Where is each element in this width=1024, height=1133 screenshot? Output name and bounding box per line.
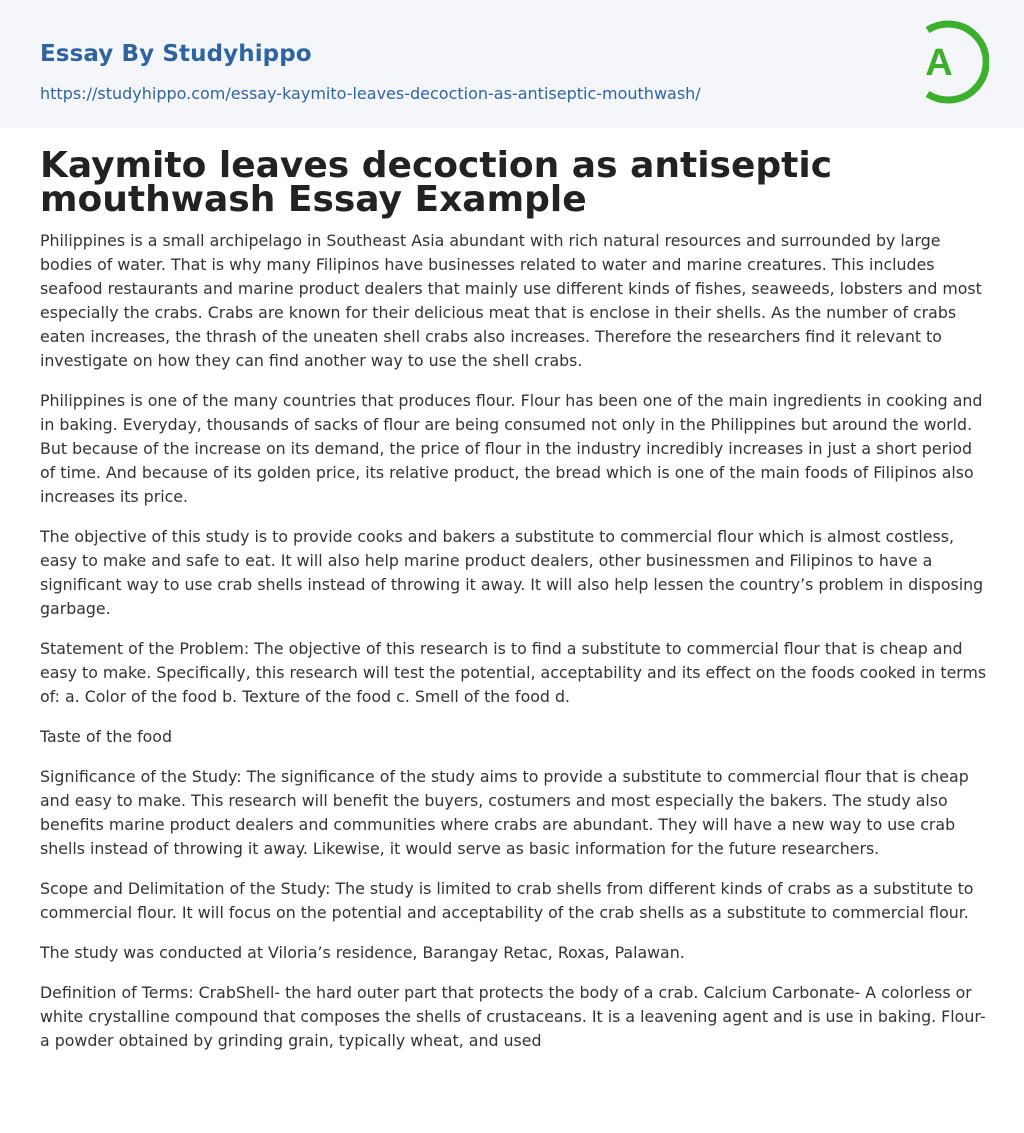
essay-url-link[interactable]: https://studyhippo.com/essay-kaymito-leaves-decoction-as-antiseptic-mouthwash/: [40, 84, 701, 103]
paragraph: Statement of the Problem: The objective of this research is to find a substitute to commercial flour that is cheap and easy to make. Specifically, this research will test the potential, acceptability and its effect on the foods cooked in terms of: a. Color of the food b. Texture of the food c. Smell of the food d.: [40, 639, 987, 706]
paragraph: The study was conducted at Viloria’s residence, Barangay Retac, Roxas, Palawan.: [40, 943, 685, 962]
paragraph: Significance of the Study: The significance of the study aims to provide a substitute to commercial flour that is cheap and easy to make. This research will benefit the buyers, costumers and most especially the bakers. The study also benefits marine product dealers and communities where crabs are abundant. They will have a new way to use crab shells instead of throwing it away. Likewise, it would serve as basic information for the future researchers.: [40, 767, 969, 858]
site-brand[interactable]: Essay By Studyhippo: [40, 41, 312, 67]
logo-letter: A: [925, 42, 953, 84]
essay-body: [40, 229, 990, 1069]
paragraph: Scope and Delimitation of the Study: The study is limited to crab shells from different kinds of crabs as a substitute to commercial flour. It will focus on the potential and acceptability of the crab shells as a substitute to commercial flour.: [40, 879, 974, 922]
paragraph: Philippines is one of the many countries that produces flour. Flour has been one of the main ingredients in cooking and in baking. Everyday, thousands of sacks of flour are being consumed not only in the Philippines but around the world. But because of the increase on its demand, the price of flour in the industry incredibly increases in just a short period of time. And because of its golden price, its relative product, the bread which is one of the main foods of Filipinos also increases its price.: [40, 391, 983, 506]
studyhippo-logo-icon[interactable]: [909, 18, 989, 106]
site-header: [0, 0, 1024, 128]
paragraph: Taste of the food: [40, 727, 172, 746]
paragraph: Philippines is a small archipelago in Southeast Asia abundant with rich natural resources and surrounded by large bodies of water. That is why many Filipinos have businesses related to water and marine creatures. This includes seafood restaurants and marine product dealers that mainly use different kinds of fishes, seaweeds, lobsters and most especially the crabs. Crabs are known for their delicious meat that is enclose in their shells. As the number of crabs eaten increases, the thrash of the uneaten shell crabs also increases. Therefore the researchers find it relevant to investigate on how they can find another way to use the shell crabs.: [40, 231, 982, 370]
essay-title: Kaymito leaves decoction as antiseptic mouthwash Essay Example: [40, 145, 833, 220]
paragraph: The objective of this study is to provide cooks and bakers a substitute to commercial flour which is almost costless, easy to make and safe to eat. It will also help marine product dealers, other businessmen and Filipinos to have a significant way to use crab shells instead of throwing it away. It will also help lessen the country’s problem in disposing garbage.: [40, 527, 984, 618]
paragraph: Definition of Terms: CrabShell- the hard outer part that protects the body of a crab. Calcium Carbonate- A colorless or white crystalline compound that composes the shells of crustaceans. It is a leavening agent and is use in baking. Flour- a powder obtained by grinding grain, typically wheat, and used: [40, 983, 986, 1050]
